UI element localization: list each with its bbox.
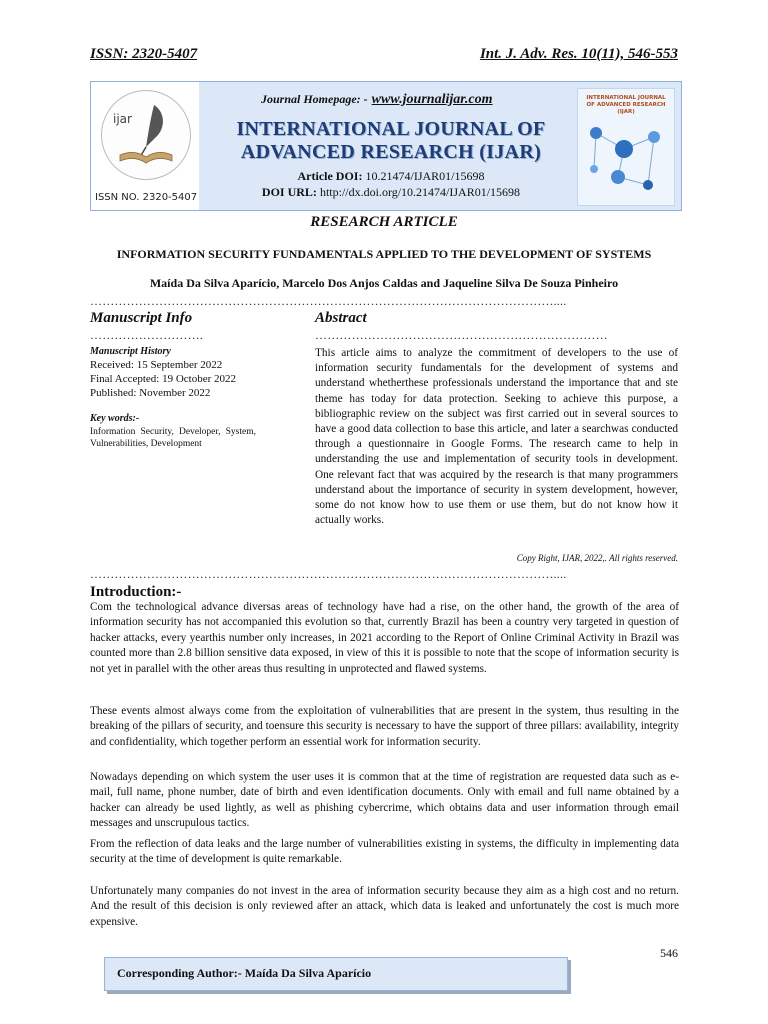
journal-logo [91,82,199,210]
copyright-notice: Copy Right, IJAR, 2022,. All rights reserved. [516,553,678,563]
doi-label: Article DOI: [297,169,363,183]
author-list: Maída Da Silva Aparício, Marcelo Dos Anjos Caldas and Jaqueline Silva De Souza Pinheiro [149,276,619,290]
abstract-dotted-separator: ……………………………………………………………… [315,328,608,342]
journal-title-line2: ADVANCED RESEARCH (IJAR) [240,141,542,163]
keywords-label: Key words:- [90,413,140,424]
body-paragraph: From the reflection of data leaks and the large number of vulnerabilities existing in systems, the difficulty in implementing data security at the time of development is quite remarkable. [90,838,679,866]
logo-wordmark: ijar [113,112,132,126]
citation-header: Int. J. Adv. Res. 10(11), 546-553 [479,46,678,62]
accepted-date: Final Accepted: 19 October 2022 [90,373,237,385]
cover-title: INTERNATIONAL JOURNAL OF ADVANCED RESEARCH (IJAR) [586,95,666,115]
keywords-list: Information Security, Developer, System, Vulnerabilities, Development [90,427,256,449]
corresponding-author: Corresponding Author:- Maída Da Silva Aparício [117,966,372,980]
paper-title: INFORMATION SECURITY FUNDAMENTALS APPLIED TO THE DEVELOPMENT OF SYSTEMS [116,247,652,261]
body-paragraph: Unfortunately many companies do not invest in the area of information security because they aim as a high cost and no return. And the result of this decision is only reviewed after an attack, which data is leaked and unfortunately the cost is much more expensive. [90,885,679,928]
doi-value: 10.21474/IJAR01/15698 [365,169,485,183]
homepage-label: Journal Homepage: - [261,92,368,106]
issn-header: ISSN: 2320-5407 [90,46,198,62]
journal-title-line1: INTERNATIONAL JOURNAL OF [236,118,546,140]
body-paragraph: Com the technological advance diversas areas of technology have had a rise, on the other hand, the growth of the area of information security has not accompanied this evolution so that, currently Brazil has been a country very targeted in question of hacker attacks, every yearthis number only increases, in 2021 according to the Report of Online Criminal Activity in Brazil was counted more than 2.8 billion sensitive data exposed, in view of this it is possible to note that the scope of information security is not yet in parallel with the other areas thus resulting in unprotected and flawed systems. [90,601,679,675]
molecule-graphic-icon [584,119,668,199]
doi-url-label: DOI URL: [261,185,317,199]
homepage-link[interactable]: www.journalijar.com [371,92,493,107]
abstract-text: This article aims to analyze the commitment of developers to the use of information security fundamentals for the development of systems and understand whetherthese professionals understand the importance that and ste theme has today for data protection. Seeking to achieve this purpose, a bibliographic review on the subject was first carried out in several sources to have a good data collection to base this article, and later a searchwas conducted through a questionnaire in Google Forms. The research came to help in understanding the use and implementation of security tools in development. One relevant fact that was acquired by the research is that many programmers understand about the importance of security in system development, however, some do not know how to use them or use them, but do not know how it actually works. [315,347,678,527]
logo-issn: ISSN NO. 2320-5407 [95,192,198,203]
running-header [90,44,678,68]
body-paragraph: These events almost always come from the exploitation of vulnerabilities that are present in the system, thus resulting in the breaking of the pillars of security, and toensure this security is necessary to have the support of three pillars: availability, integrity and confidentiality, which together perform an essential work for information security. [90,705,679,748]
journal-homepage [261,92,493,108]
body-paragraph: Nowadays depending on which system the user uses it is common that at the time of registration are requested data such as e-mail, full name, phone number, date of birth and even identification documents. Only with email and full name obtained by a hacker can already be used lightly, as well as phishing cybercrime, which obtains data and user information through email messages and unscrupulous tactics. [90,771,679,830]
page-number: 546 [660,946,678,960]
dotted-separator: …………………………………………………………………………………………………….... [90,567,567,581]
published-date: Published: November 2022 [90,387,211,399]
article-type: RESEARCH ARTICLE [310,214,458,230]
abstract-heading: Abstract [315,310,367,326]
introduction-heading: Introduction:- [90,584,182,600]
doi-url-link[interactable]: http://dx.doi.org/10.21474/IJAR01/15698 [319,185,521,199]
dotted-separator: …………………………………………………………………………………………………….... [90,294,567,308]
doi-block [231,168,551,200]
received-date: Received: 15 September 2022 [90,359,223,371]
quill-book-icon [102,91,190,179]
journal-cover-thumbnail [577,88,675,206]
logo-circle [101,90,191,180]
manuscript-dotted-separator: ………………………. [90,328,203,342]
journal-title [219,118,563,164]
manuscript-info-heading: Manuscript Info [90,310,193,326]
corresponding-author-box [104,957,568,991]
journal-banner [90,81,682,211]
manuscript-history-label: Manuscript History [90,346,171,357]
